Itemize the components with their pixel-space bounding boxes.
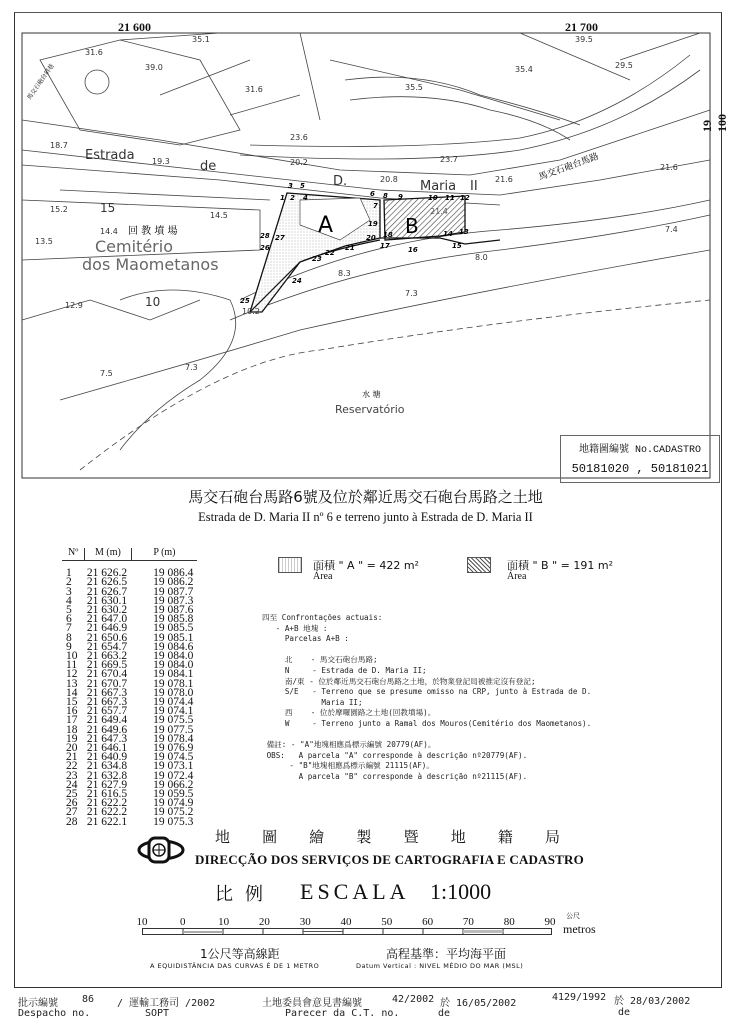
parecer-de: de <box>438 1008 451 1019</box>
scale-tick-label: 10 <box>218 916 230 928</box>
m-coordinate: 21 622.2 <box>86 797 128 810</box>
point-number: 6 <box>66 613 72 626</box>
svg-text:31.6: 31.6 <box>245 85 263 94</box>
svg-text:7.3: 7.3 <box>185 363 198 372</box>
cemetery-label-pt-1: Cemitério <box>95 237 173 256</box>
scale-tick-label: 30 <box>299 916 311 928</box>
p-coordinate: 19 085.8 <box>153 613 194 626</box>
scale-tick-label: 80 <box>503 916 515 928</box>
svg-text:28: 28 <box>260 232 270 240</box>
note-line: 西 - 位於摩囉園路之土地(回教墳場)。 <box>262 708 436 718</box>
cadastro-label: 地籍圖編號 No.CADASTRO <box>578 445 701 456</box>
svg-text:35.4: 35.4 <box>515 65 533 74</box>
svg-text:17: 17 <box>380 242 390 250</box>
svg-text:13.5: 13.5 <box>35 237 53 246</box>
svg-text:19: 19 <box>368 220 378 228</box>
point-number: 13 <box>66 677 78 690</box>
p-coordinate: 19 084.0 <box>153 650 194 663</box>
m-coordinate: 21 669.5 <box>86 659 128 672</box>
m-coordinate: 21 654.7 <box>86 640 128 653</box>
svg-text:29.5: 29.5 <box>615 61 633 70</box>
agency-name-zh <box>215 826 560 847</box>
note-line: - A+B 地塊 : <box>262 623 328 633</box>
svg-text:23: 23 <box>312 255 322 263</box>
m-coordinate: 21 622.1 <box>86 815 128 828</box>
point-number: 19 <box>66 732 78 745</box>
p-coordinate: 19 074.4 <box>153 696 194 709</box>
parecer-date: 於 16/05/2002 <box>440 998 517 1009</box>
p-coordinate: 19 087.3 <box>153 594 194 607</box>
svg-text:15.2: 15.2 <box>50 205 68 214</box>
m-coordinate: 21 626.7 <box>86 585 128 598</box>
sopt-label-zh: / 運輸工務司 /2002 <box>117 998 216 1009</box>
svg-text:24: 24 <box>292 277 302 285</box>
p-coordinate: 19 078.0 <box>153 686 194 699</box>
svg-text:14.5: 14.5 <box>210 211 228 220</box>
svg-text:1: 1 <box>280 194 285 202</box>
agency-zh-char: 籍 <box>497 828 513 846</box>
note-line: Parcelas A+B : <box>262 634 349 644</box>
agency-logo-icon <box>137 834 185 866</box>
scale-tick-label: 90 <box>544 916 556 928</box>
col-header-m: M (m) <box>85 548 131 561</box>
m-coordinate: 21 647.3 <box>86 732 128 745</box>
parcel-b-label: B <box>405 214 419 238</box>
p-coordinate: 19 086.2 <box>153 576 194 589</box>
point-number: 11 <box>66 659 78 672</box>
note-line: A parcela "B" corresponde à descrição nº21115(AF). <box>262 771 528 781</box>
sopt-label-pt: SOPT <box>145 1008 170 1019</box>
m-coordinate: 21 630.1 <box>86 594 128 607</box>
svg-text:5: 5 <box>300 182 305 190</box>
p-coordinate: 19 084.6 <box>153 640 194 653</box>
svg-text:7.5: 7.5 <box>100 369 113 378</box>
svg-text:12: 12 <box>460 194 470 202</box>
svg-text:16: 16 <box>408 246 418 254</box>
point-number: 26 <box>66 797 78 810</box>
note-line: 北 - 馬交石砲台馬路; <box>262 655 378 665</box>
svg-text:27: 27 <box>275 234 285 242</box>
point-number: 18 <box>66 723 78 736</box>
point-number: 2 <box>66 576 72 589</box>
point-number: 24 <box>66 778 78 791</box>
svg-text:20.8: 20.8 <box>380 175 398 184</box>
point-number: 17 <box>66 714 78 727</box>
contour-interval-pt: A EQUIDISTÂNCIA DAS CURVAS É DE 1 METRO <box>150 962 320 970</box>
svg-text:22: 22 <box>325 249 335 257</box>
col-header-number: Nº <box>62 548 85 561</box>
m-coordinate: 21 650.6 <box>86 631 128 644</box>
reservoir-label-zh: 水 塘 <box>362 390 381 399</box>
cadastro-numbers: 50181020 , 50181021 <box>571 462 709 476</box>
scale-label-zh: 比例 <box>215 884 275 905</box>
legend-swatch-a <box>278 557 302 573</box>
reference-number: 4129/1992 <box>552 992 607 1003</box>
svg-text:15: 15 <box>100 201 116 215</box>
svg-text:39.0: 39.0 <box>145 63 163 72</box>
p-coordinate: 19 073.1 <box>153 760 194 773</box>
svg-text:11: 11 <box>445 194 455 202</box>
svg-text:3: 3 <box>288 182 293 190</box>
svg-text:4: 4 <box>303 194 308 202</box>
scale-tick-label: 40 <box>340 916 352 928</box>
contour-interval-zh: 1公尺等高線距 <box>200 947 280 961</box>
parcel-b-area <box>384 196 465 240</box>
street-label-estrada: Estrada <box>85 148 135 163</box>
p-coordinate: 19 066.2 <box>153 778 194 791</box>
street-label-ii: II <box>470 179 478 194</box>
svg-text:23.6: 23.6 <box>290 133 308 142</box>
cadastro-number-box <box>560 435 720 483</box>
svg-text:10.2: 10.2 <box>242 307 260 316</box>
m-coordinate: 21 667.3 <box>86 696 128 709</box>
p-coordinate: 19 076.9 <box>153 742 194 755</box>
point-number: 23 <box>66 769 78 782</box>
p-coordinate: 19 075.3 <box>153 815 194 828</box>
point-number: 7 <box>66 622 72 635</box>
point-number: 21 <box>66 751 78 764</box>
agency-zh-char: 製 <box>356 828 372 846</box>
note-line: - "B"地塊相應爲標示編號 21115(AF)。 <box>262 761 434 771</box>
svg-text:18: 18 <box>383 231 393 239</box>
svg-text:25: 25 <box>240 297 250 305</box>
p-coordinate: 19 078.4 <box>153 732 194 745</box>
scale-tick-label: 70 <box>462 916 474 928</box>
svg-text:23.7: 23.7 <box>440 155 458 164</box>
grid-label-m-21700: 21 700 <box>565 20 598 34</box>
point-number: 22 <box>66 760 78 773</box>
scale-tick-label: 50 <box>381 916 393 928</box>
note-line: S/E - Terreno que se presume omisso na CRP, junto à Estrada de D. <box>262 687 592 697</box>
p-coordinate: 19 077.5 <box>153 723 194 736</box>
cadastral-map <box>0 0 731 480</box>
point-number: 9 <box>66 640 72 653</box>
svg-text:7.4: 7.4 <box>665 225 678 234</box>
agency-name-pt: DIRECÇÃO DOS SERVIÇOS DE CARTOGRAFIA E CADASTRO <box>195 852 584 867</box>
m-coordinate: 21 649.4 <box>86 714 128 727</box>
svg-text:26: 26 <box>260 244 270 252</box>
street-label-zh-top: 馬交石砲台斜巷 <box>25 62 56 102</box>
street-label-zh: 馬交石砲台馬路 <box>537 151 601 183</box>
m-coordinate: 21 670.4 <box>86 668 128 681</box>
scale-tick-label: 20 <box>258 916 270 928</box>
m-coordinate: 21 663.2 <box>86 650 128 663</box>
note-line: OBS: A parcela "A" corresponde à descrição nº20779(AF). <box>262 750 528 760</box>
note-line: 南/東 - 位於鄰近馬交石砲台馬路之土地，於物業登記局被推定沒有登記; <box>262 676 536 686</box>
m-coordinate: 21 646.9 <box>86 622 128 635</box>
street-label-d: D. <box>333 174 348 189</box>
p-coordinate: 19 085.1 <box>153 631 194 644</box>
legend-a-label: 面積 " A " = 422 m² <box>313 559 419 572</box>
despacho-number: 86 <box>82 994 95 1005</box>
svg-text:21.4: 21.4 <box>430 207 448 216</box>
svg-text:21.6: 21.6 <box>495 175 513 184</box>
m-coordinate: 21 630.2 <box>86 604 128 617</box>
m-coordinate: 21 667.3 <box>86 686 128 699</box>
svg-text:15: 15 <box>452 242 462 250</box>
scale-ratio: 1:1000 <box>430 879 492 904</box>
point-number: 16 <box>66 705 78 718</box>
despacho-label-zh: 批示編號 <box>18 998 58 1009</box>
reference-date: 於 28/03/2002 <box>614 996 691 1007</box>
note-line: N - Estrada de D. Maria II; <box>262 665 427 675</box>
point-number: 3 <box>66 585 72 598</box>
m-coordinate: 21 632.8 <box>86 769 128 782</box>
legend-b-label: 面積 " B " = 191 m² <box>507 559 613 572</box>
agency-zh-char: 暨 <box>403 828 419 846</box>
svg-text:13: 13 <box>459 228 469 236</box>
svg-text:39.5: 39.5 <box>575 35 593 44</box>
note-line: Maria II; <box>262 697 363 707</box>
p-coordinate: 19 078.1 <box>153 677 194 690</box>
svg-text:18.7: 18.7 <box>50 141 68 150</box>
p-coordinate: 19 084.0 <box>153 659 194 672</box>
scale-bar <box>142 928 552 935</box>
coordinates-table <box>62 548 197 827</box>
point-number: 28 <box>66 815 78 828</box>
m-coordinate: 21 670.7 <box>86 677 128 690</box>
m-coordinate: 21 616.5 <box>86 788 128 801</box>
m-coordinate: 21 657.7 <box>86 705 128 718</box>
vertical-datum-zh: 高程基準：平均海平面 <box>386 947 507 961</box>
reservoir-label-pt: Reservatório <box>335 403 405 416</box>
m-coordinate: 21 622.2 <box>86 806 128 819</box>
agency-zh-char: 地 <box>450 828 466 846</box>
m-coordinate: 21 647.0 <box>86 613 128 626</box>
note-line: 備註: - "A"地塊相應爲標示編號 20779(AF)。 <box>262 740 436 750</box>
point-number: 20 <box>66 742 78 755</box>
point-number: 25 <box>66 788 78 801</box>
m-coordinate: 21 649.6 <box>86 723 128 736</box>
m-coordinate: 21 626.5 <box>86 576 128 589</box>
svg-text:2: 2 <box>290 194 295 202</box>
svg-text:14: 14 <box>443 230 453 238</box>
note-line: 四至 Confrontações actuais: <box>262 613 383 622</box>
legend-b-sub: Área <box>507 571 527 582</box>
m-coordinate: 21 646.1 <box>86 742 128 755</box>
svg-text:9: 9 <box>398 193 403 201</box>
p-coordinate: 19 075.2 <box>153 806 194 819</box>
agency-zh-char: 繪 <box>309 828 325 846</box>
svg-text:20.2: 20.2 <box>290 158 308 167</box>
point-number: 1 <box>66 567 72 580</box>
scale-unit-pt: metros <box>563 922 596 936</box>
svg-text:31.6: 31.6 <box>85 48 103 57</box>
svg-text:7.3: 7.3 <box>405 289 418 298</box>
note-line <box>262 730 591 741</box>
cemetery-label-zh: 回 教 墳 場 <box>128 226 178 237</box>
agency-zh-char: 圖 <box>262 828 278 846</box>
m-coordinate: 21 640.9 <box>86 751 128 764</box>
point-number: 14 <box>66 686 78 699</box>
reference-de: de <box>618 1007 631 1018</box>
scale-tick-label: 60 <box>422 916 434 928</box>
scale-unit-zh: 公尺 <box>566 912 580 920</box>
svg-text:14.4: 14.4 <box>100 227 118 236</box>
p-coordinate: 19 084.1 <box>153 668 194 681</box>
grid-label-m-21600: 21 600 <box>118 20 151 34</box>
point-number: 4 <box>66 594 72 607</box>
svg-text:20: 20 <box>366 234 376 242</box>
p-coordinate: 19 086.4 <box>153 567 194 580</box>
legend-swatch-b <box>467 557 491 573</box>
point-number: 12 <box>66 668 78 681</box>
p-coordinate: 19 075.5 <box>153 714 194 727</box>
street-label-maria: Maria <box>420 179 457 194</box>
p-coordinate: 19 074.1 <box>153 705 194 718</box>
svg-text:7: 7 <box>373 202 378 210</box>
p-coordinate: 19 074.5 <box>153 751 194 764</box>
agency-zh-char: 地 <box>215 828 231 846</box>
note-line: W - Terreno junto a Ramal dos Mouros(Cemitério dos Maometanos). <box>262 718 592 728</box>
col-header-p: P (m) <box>131 548 197 561</box>
svg-text:35.5: 35.5 <box>405 83 423 92</box>
svg-text:12.9: 12.9 <box>65 301 83 310</box>
confrontations-notes <box>262 613 591 783</box>
vertical-datum-pt: Datum Vertical : NIVEL MÉDIO DO MAR (MSL) <box>356 962 524 970</box>
svg-text:10: 10 <box>145 295 161 309</box>
svg-text:19.3: 19.3 <box>152 157 170 166</box>
parecer-label-pt: Parecer da C.T. no. <box>285 1008 400 1019</box>
p-coordinate: 19 072.4 <box>153 769 194 782</box>
p-coordinate: 19 059.5 <box>153 788 194 801</box>
point-number: 15 <box>66 696 78 709</box>
scale-tick-label: 10 <box>136 916 148 928</box>
title-pt: Estrada de D. Maria II nº 6 e terreno junto à Estrada de D. Maria II <box>198 510 533 524</box>
m-coordinate: 21 627.9 <box>86 778 128 791</box>
note-line <box>262 645 591 656</box>
point-number: 5 <box>66 604 72 617</box>
legend-a-sub: Área <box>313 571 333 582</box>
scale-label-pt: ESCALA <box>300 879 410 904</box>
cemetery-label-pt-2: dos Maometanos <box>82 255 219 274</box>
m-coordinate: 21 634.8 <box>86 760 128 773</box>
svg-text:35.1: 35.1 <box>192 35 210 44</box>
street-label-de: de <box>200 159 217 174</box>
parcel-a-label: A <box>318 213 334 238</box>
p-coordinate: 19 087.7 <box>153 585 194 598</box>
point-number: 10 <box>66 650 78 663</box>
parecer-number: 42/2002 <box>392 994 435 1005</box>
grid-label-p-19100: 19 100 <box>700 114 729 132</box>
scale-tick-label: 0 <box>180 916 186 928</box>
m-coordinate: 21 626.2 <box>86 567 128 580</box>
table-row <box>62 818 197 827</box>
p-coordinate: 19 074.9 <box>153 797 194 810</box>
parecer-label-zh: 土地委員會意見書編號 <box>262 998 362 1009</box>
agency-zh-char: 局 <box>544 828 560 846</box>
title-zh: 馬交石砲台馬路6號及位於鄰近馬交石砲台馬路之土地 <box>188 488 543 506</box>
point-number: 8 <box>66 631 72 644</box>
bottom-rule <box>14 987 722 988</box>
p-coordinate: 19 085.5 <box>153 622 194 635</box>
despacho-label-pt: Despacho no. <box>18 1008 91 1019</box>
svg-text:10: 10 <box>428 194 438 202</box>
svg-text:21: 21 <box>345 244 355 252</box>
svg-text:21.6: 21.6 <box>660 163 678 172</box>
point-number: 27 <box>66 806 78 819</box>
svg-text:8.0: 8.0 <box>475 253 488 262</box>
svg-text:6: 6 <box>370 190 375 198</box>
svg-text:8.3: 8.3 <box>338 269 351 278</box>
p-coordinate: 19 087.6 <box>153 604 194 617</box>
svg-text:8: 8 <box>383 192 388 200</box>
